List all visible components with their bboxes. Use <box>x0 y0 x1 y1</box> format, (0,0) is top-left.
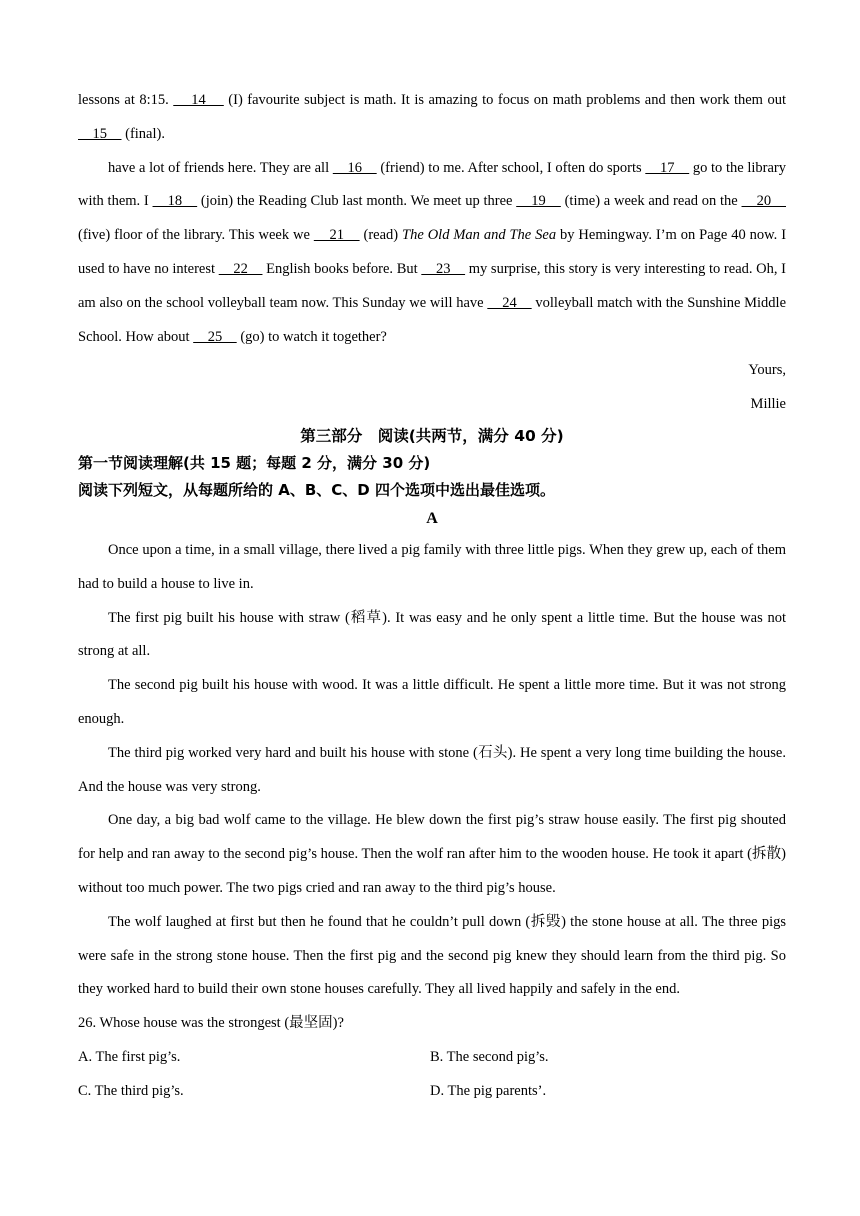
letter-signature: Millie <box>750 396 786 413</box>
question-26-options-row-2 <box>78 1075 786 1109</box>
section1-instruction: 阅读下列短文，从每题所给的 A、B、C、D 四个选项中选出最佳选项。 <box>78 480 555 499</box>
document-page <box>78 84 786 1109</box>
letter-closing: Yours, <box>748 362 786 379</box>
blank-18: 18 <box>152 193 198 210</box>
letter-paragraph-2 <box>78 152 786 355</box>
blank-16: 16 <box>332 159 377 176</box>
text-run: lessons at 8:15. <box>78 92 174 108</box>
text-run: my surprise, this story is very interesting to read. Oh, I am also on the school volleyball team now. This Sunday we will have <box>78 260 786 311</box>
option-d: D. The pig parents’. <box>430 1082 547 1099</box>
blank-15: 15 <box>78 125 122 142</box>
passage-paragraph-4: The third pig worked very hard and built his house with stone (石头). He spent a very long time building the house. And the house was very strong. <box>78 744 786 795</box>
part3-title: 第三部分 阅读(共两节，满分 40 分) <box>300 426 564 445</box>
option-b: B. The second pig’s. <box>430 1048 549 1065</box>
text-run: volleyball match with the Sunshine Middle School. How about <box>78 294 786 345</box>
text-run: English books before. But <box>262 260 422 277</box>
blank-14: 14 <box>173 92 224 108</box>
book-title: The Old Man and The Sea <box>402 227 557 244</box>
text-run: (friend) to me. After school, I often do sports <box>376 159 646 176</box>
blank-25: 25 <box>193 328 237 345</box>
passage-paragraph-1: Once upon a time, in a small village, there lived a pig family with three little pigs. When they grew up, each of them had to build a house to live in. <box>78 541 786 592</box>
text-run: (final). <box>121 125 165 142</box>
passage-paragraph-3: The second pig built his house with wood. It was a little difficult. He spent a little more time. But it was not strong enough. <box>78 677 786 727</box>
question-26-stem: 26. Whose house was the strongest (最坚固)? <box>78 1015 344 1032</box>
passage-paragraph-2: The first pig built his house with straw (稻草). It was easy and he only spent a little time. But the house was not strong at all. <box>78 609 786 660</box>
blank-23: 23 <box>421 260 466 277</box>
passage-paragraph-6: The wolf laughed at first but then he found that he couldn’t pull down (拆毁) the stone house at all. The three pigs were safe in the strong stone house. Then the first pig and the second pig knew they should learn from the third pig. So they worked hard to build their own stone houses carefully. They all lived happily and safely in the end. <box>78 913 786 998</box>
option-c: C. The third pig’s. <box>78 1082 184 1099</box>
blank-19: 19 <box>516 193 561 210</box>
text-run: (go) to watch it together? <box>236 328 387 345</box>
blank-22: 22 <box>218 260 263 277</box>
option-a: A. The first pig’s. <box>78 1048 181 1065</box>
question-26-options-row-1 <box>78 1041 786 1075</box>
text-run: have a lot of friends here. They are all <box>108 159 333 176</box>
blank-20: 20 <box>741 193 786 210</box>
blank-24: 24 <box>487 294 532 311</box>
text-run: (I) favourite subject is math. It is amazing to focus on math problems and then work them out <box>223 92 786 108</box>
section1-title: 第一节阅读理解(共 15 题；每题 2 分，满分 30 分) <box>78 453 431 472</box>
passage-label: A <box>426 509 438 527</box>
text-run: (read) <box>359 227 403 244</box>
text-run: (time) a week and read on the <box>560 193 742 210</box>
text-run: (join) the Reading Club last month. We meet up three <box>197 193 517 210</box>
text-run: by Hemingway. I’m on Page 40 now. I used to have no interest <box>78 227 787 277</box>
letter-paragraph-1 <box>78 84 786 152</box>
blank-17: 17 <box>645 159 690 176</box>
blank-21: 21 <box>313 227 360 244</box>
passage-paragraph-5: One day, a big bad wolf came to the village. He blew down the first pig’s straw house easily. The first pig shouted for help and ran away to the second pig’s house. Then the wolf ran after him to the wooden house. He took it apart (拆散) without too much power. The two pigs cried and ran away to the third pig’s house. <box>78 812 786 896</box>
text-run: go to the library with them. I <box>78 159 787 210</box>
text-run: (five) floor of the library. This week we <box>78 227 314 244</box>
